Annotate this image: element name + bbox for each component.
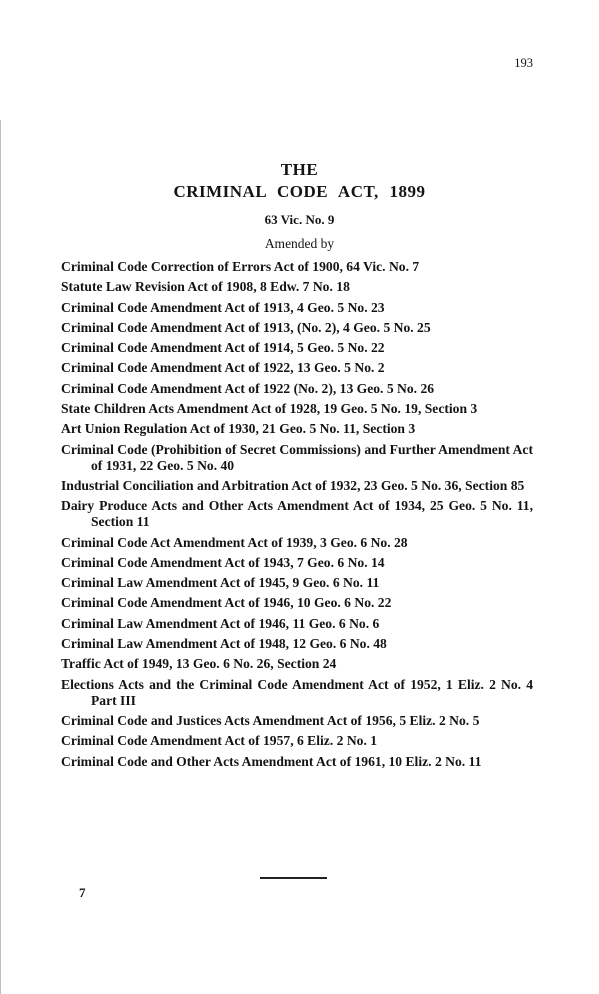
amendment-item: Criminal Law Amendment Act of 1948, 12 Geo. 6 No. 48	[61, 636, 387, 652]
amendment-item: Statute Law Revision Act of 1908, 8 Edw. 7 No. 18	[61, 279, 350, 295]
act-title: CRIMINAL CODE ACT, 1899	[173, 182, 426, 201]
amendment-item: Criminal Code Amendment Act of 1922, 13 Geo. 5 No. 2	[61, 360, 385, 376]
amendment-item: Criminal Law Amendment Act of 1946, 11 Geo. 6 No. 6	[61, 615, 380, 631]
title-line-1: THE	[280, 160, 319, 179]
footer-divider	[260, 877, 327, 879]
amendment-item: Dairy Produce Acts and Other Acts Amendment Act of 1934, 25 Geo. 5 No. 11, Section 11	[61, 498, 533, 530]
act-citation: 63 Vic. No. 9	[264, 212, 335, 227]
amendment-item: Criminal Code Amendment Act of 1914, 5 Geo. 5 No. 22	[61, 340, 385, 356]
amendment-item: Criminal Code Amendment Act of 1946, 10 Geo. 6 No. 22	[61, 595, 392, 611]
amendment-item: Art Union Regulation Act of 1930, 21 Geo. 5 No. 11, Section 3	[61, 421, 416, 437]
amendment-item: Industrial Conciliation and Arbitration Act of 1932, 23 Geo. 5 No. 36, Section 85	[61, 477, 525, 493]
amendment-item: Criminal Code Act Amendment Act of 1939, 3 Geo. 6 No. 28	[61, 534, 408, 550]
amendment-item: Criminal Code Amendment Act of 1913, (No. 2), 4 Geo. 5 No. 25	[61, 319, 431, 335]
amended-by-heading: Amended by	[264, 236, 335, 251]
amendment-list	[61, 259, 533, 774]
amendment-item: State Children Acts Amendment Act of 1928, 19 Geo. 5 No. 19, Section 3	[61, 401, 478, 417]
amendment-item: Criminal Code and Other Acts Amendment Act of 1961, 10 Eliz. 2 No. 11	[61, 753, 482, 769]
amendment-item: Criminal Code Amendment Act of 1957, 6 Eliz. 2 No. 1	[61, 733, 378, 749]
signature-mark: 7	[79, 885, 86, 900]
page-number: 193	[514, 56, 533, 70]
amendment-item: Criminal Law Amendment Act of 1945, 9 Geo. 6 No. 11	[61, 575, 380, 591]
amendment-item: Criminal Code Amendment Act of 1943, 7 Geo. 6 No. 14	[61, 554, 385, 570]
amendment-item: Criminal Code Amendment Act of 1913, 4 Geo. 5 No. 23	[61, 299, 385, 315]
amendment-item: Traffic Act of 1949, 13 Geo. 6 No. 26, Section 24	[61, 656, 337, 672]
amendment-item: Criminal Code Amendment Act of 1922 (No. 2), 13 Geo. 5 No. 26	[61, 380, 435, 396]
amendment-item: Criminal Code Correction of Errors Act of 1900, 64 Vic. No. 7	[61, 259, 420, 274]
amendment-item: Criminal Code (Prohibition of Secret Commissions) and Further Amendment Act of 1931, 22 Geo. 5 No. 40	[61, 441, 533, 473]
amendment-item: Elections Acts and the Criminal Code Amendment Act of 1952, 1 Eliz. 2 No. 4 Part III	[61, 676, 533, 708]
amendment-item: Criminal Code and Justices Acts Amendment Act of 1956, 5 Eliz. 2 No. 5	[61, 712, 480, 728]
